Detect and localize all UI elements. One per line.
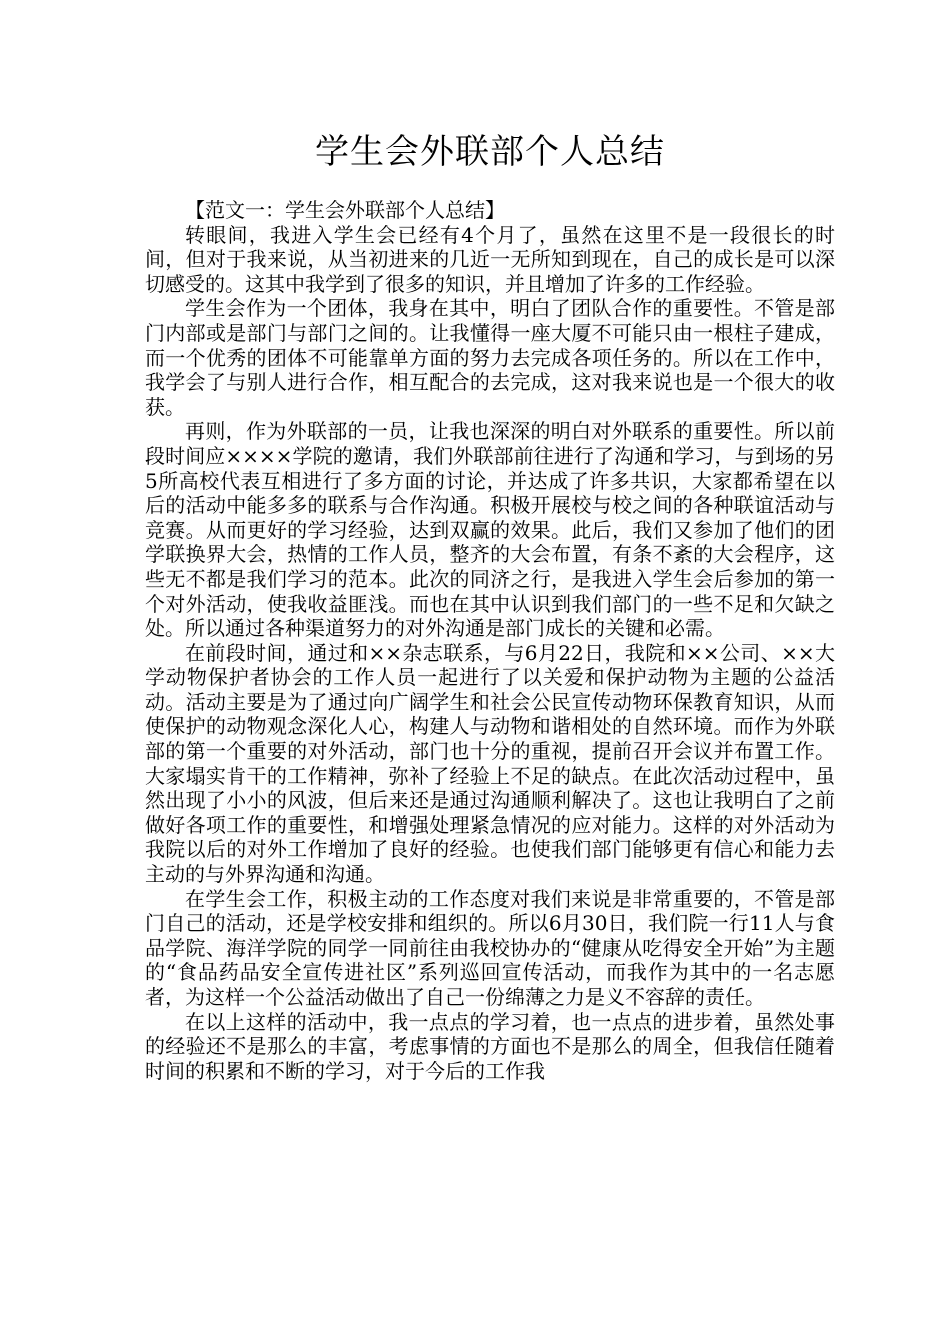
section-heading: 【范文一：学生会外联部个人总结】	[185, 198, 505, 222]
paragraph-4: 在前段时间，通过和××杂志联系，与6月22日，我院和××公司、××大学动物保护者协会的工作人员一起进行了以关爱和保护动物为主题的公益活动。活动主要是为了通过向广阔学生和社会公民宣传动物环保教育知识，从而使保护的动物观念深化人心，构建人与动物和谐相处的自然环境。而作为外联部的第一个重要的对外活动，部门也十分的重视，提前召开会议并布置工作。大家塌实肯干的工作精神，弥补了经验上不足的缺点。在此次活动过程中，虽然出现了小小的风波，但后来还是通过沟通顺利解决了。这也让我明白了之前做好各项工作的重要性，和增强处理紧急情况的应对能力。这样的对外活动为我院以后的对外工作增加了良好的经验。也使我们部门能够更有信心和能力去主动的与外界沟通和沟通。	[145, 640, 835, 887]
paragraph-5: 在学生会工作，积极主动的工作态度对我们来说是非常重要的，不管是部门自己的活动，还是学校安排和组织的。所以6月30日，我们院一行11人与食品学院、海洋学院的同学一同前往由我校协办的“健康从吃得安全开始”为主题的“食品药品安全宣传进社区”系列巡回宣传活动，而我作为其中的一名志愿者，为这样一个公益活动做出了自己一份绵薄之力是义不容辞的责任。	[145, 886, 835, 1009]
paragraph-6: 在以上这样的活动中，我一点点的学习着，也一点点的进步着，虽然处事的经验还不是那么的丰富，考虑事情的方面也不是那么的周全，但我信任随着时间的积累和不断的学习，对于今后的工作我	[145, 1009, 835, 1083]
paragraph-2: 学生会作为一个团体，我身在其中，明白了团队合作的重要性。不管是部门内部或是部门与部门之间的。让我懂得一座大厦不可能只由一根柱子建成，而一个优秀的团体不可能靠单方面的努力去完成各项任务的。所以在工作中，我学会了与别人进行合作，相互配合的去完成，这对我来说也是一个很大的收获。	[145, 296, 835, 419]
document-title: 学生会外联部个人总结	[315, 132, 665, 172]
document-page	[145, 0, 835, 1083]
paragraph-1: 转眼间，我进入学生会已经有4个月了，虽然在这里不是一段很长的时间，但对于我来说，从当初进来的几近一无所知到现在，自己的成长是可以深切感受的。这其中我学到了很多的知识，并且增加了许多的工作经验。	[145, 222, 835, 296]
document-body	[145, 198, 835, 1083]
paragraph-3: 再则，作为外联部的一员，让我也深深的明白对外联系的重要性。所以前段时间应××××学院的邀请，我们外联部前往进行了沟通和学习，与到场的另5所高校代表互相进行了多方面的讨论，并达成了许多共识，大家都希望在以后的活动中能多多的联系与合作沟通。积极开展校与校之间的各种联谊活动与竞赛。从而更好的学习经验，达到双赢的效果。此后，我们又参加了他们的团学联换界大会，热情的工作人员，整齐的大会布置，有条不紊的大会程序，这些无不都是我们学习的范本。此次的同济之行，是我进入学生会后参加的第一个对外活动，使我收益匪浅。而也在其中认识到我们部门的一些不足和欠缺之处。所以通过各种渠道努力的对外沟通是部门成长的关键和必需。	[145, 419, 835, 641]
